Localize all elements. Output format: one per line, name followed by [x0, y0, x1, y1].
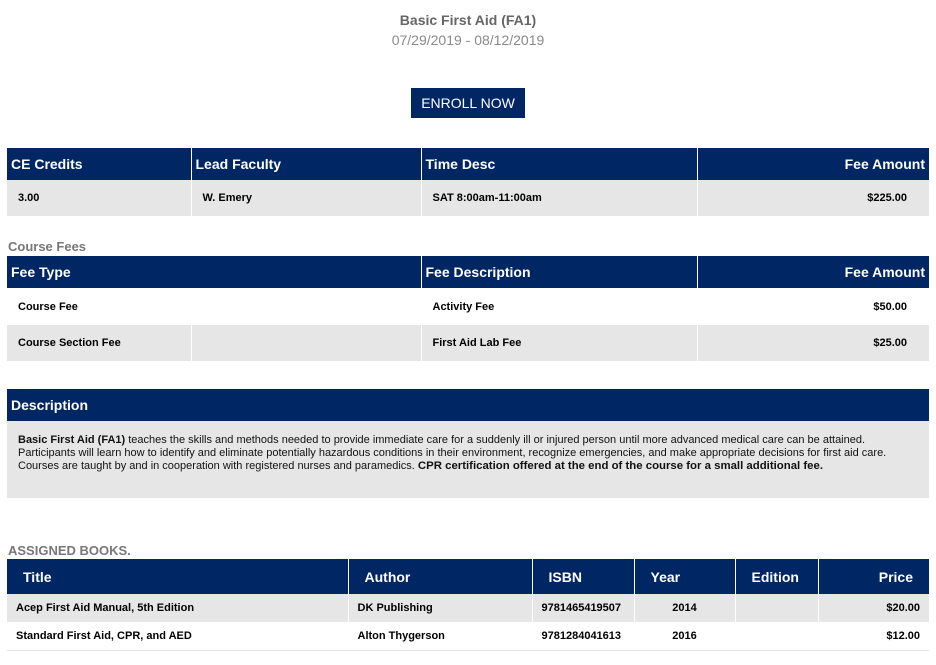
book-isbn-cell: 9781284041613	[532, 622, 634, 650]
divider	[7, 650, 929, 651]
book-title-cell: Standard First Aid, CPR, and AED	[7, 622, 348, 650]
time-desc-value: SAT 8:00am-11:00am	[421, 180, 697, 216]
header-price: Price	[818, 559, 929, 594]
course-dates: 07/29/2019 - 08/12/2019	[391, 32, 545, 48]
header-fee-description: Fee Description	[421, 256, 697, 288]
header-year: Year	[634, 559, 735, 594]
book-title-cell: Acep First Aid Manual, 5th Edition	[7, 594, 348, 622]
course-fees-label: Course Fees	[8, 239, 87, 254]
fee-description-cell: First Aid Lab Fee	[421, 325, 697, 361]
header-title: Title	[7, 559, 348, 594]
assigned-books-label: ASSIGNED BOOKS.	[8, 543, 131, 558]
description-emphasis: CPR certification offered at the end of the course for a small additional fee.	[417, 460, 823, 472]
summary-row	[7, 180, 929, 216]
description-body	[7, 421, 929, 498]
enroll-now-button[interactable]: ENROLL NOW	[411, 88, 525, 118]
books-header-row	[7, 559, 929, 594]
description-text: teaches the skills and methods needed to provide immediate care for a suddenly ill or injured person until more advanced medical care can be attained. Participants will learn how to identify and eliminate potentially hazardous conditions in their environment, recognize emergencies, and make appropriate decisions for first aid care. Courses are taught by and in cooperation with registered nurses and paramedics.	[18, 434, 887, 472]
fee-description-cell: Activity Fee	[421, 288, 697, 325]
fee-type-cell: Course Fee	[7, 288, 191, 325]
fee-amount-cell: $25.00	[697, 325, 929, 361]
description-lead: Basic First Aid (FA1)	[18, 434, 126, 446]
course-title: Basic First Aid (FA1)	[399, 12, 537, 28]
table-row	[7, 325, 929, 361]
header-author: Author	[348, 559, 532, 594]
table-row	[7, 288, 929, 325]
book-author-cell: Alton Thygerson	[348, 622, 532, 650]
ce-credits-value: 3.00	[7, 180, 191, 216]
book-author-cell: DK Publishing	[348, 594, 532, 622]
assigned-books-table	[7, 559, 929, 650]
header-isbn: ISBN	[532, 559, 634, 594]
header-fee-type: Fee Type	[7, 256, 421, 288]
header-fee-amount: Fee Amount	[697, 148, 929, 180]
header-time-desc: Time Desc	[421, 148, 697, 180]
fee-amount-value: $225.00	[697, 180, 929, 216]
fee-empty-cell	[191, 288, 421, 325]
header-fee-amount: Fee Amount	[697, 256, 929, 288]
book-price-cell: $20.00	[818, 594, 929, 622]
fee-amount-cell: $50.00	[697, 288, 929, 325]
table-row	[7, 594, 929, 622]
table-row	[7, 622, 929, 650]
header-lead-faculty: Lead Faculty	[191, 148, 421, 180]
course-summary-table	[7, 148, 929, 216]
fees-header-row	[7, 256, 929, 288]
header-ce-credits: CE Credits	[7, 148, 191, 180]
book-edition-cell	[735, 594, 818, 622]
book-year-cell: 2016	[634, 622, 735, 650]
book-edition-cell	[735, 622, 818, 650]
book-price-cell: $12.00	[818, 622, 929, 650]
header-edition: Edition	[735, 559, 818, 594]
book-isbn-cell: 9781465419507	[532, 594, 634, 622]
book-year-cell: 2014	[634, 594, 735, 622]
description-header: Description	[7, 389, 929, 421]
course-fees-table	[7, 256, 929, 361]
fee-type-cell: Course Section Fee	[7, 325, 191, 361]
summary-header-row	[7, 148, 929, 180]
fee-empty-cell	[191, 325, 421, 361]
lead-faculty-value: W. Emery	[191, 180, 421, 216]
